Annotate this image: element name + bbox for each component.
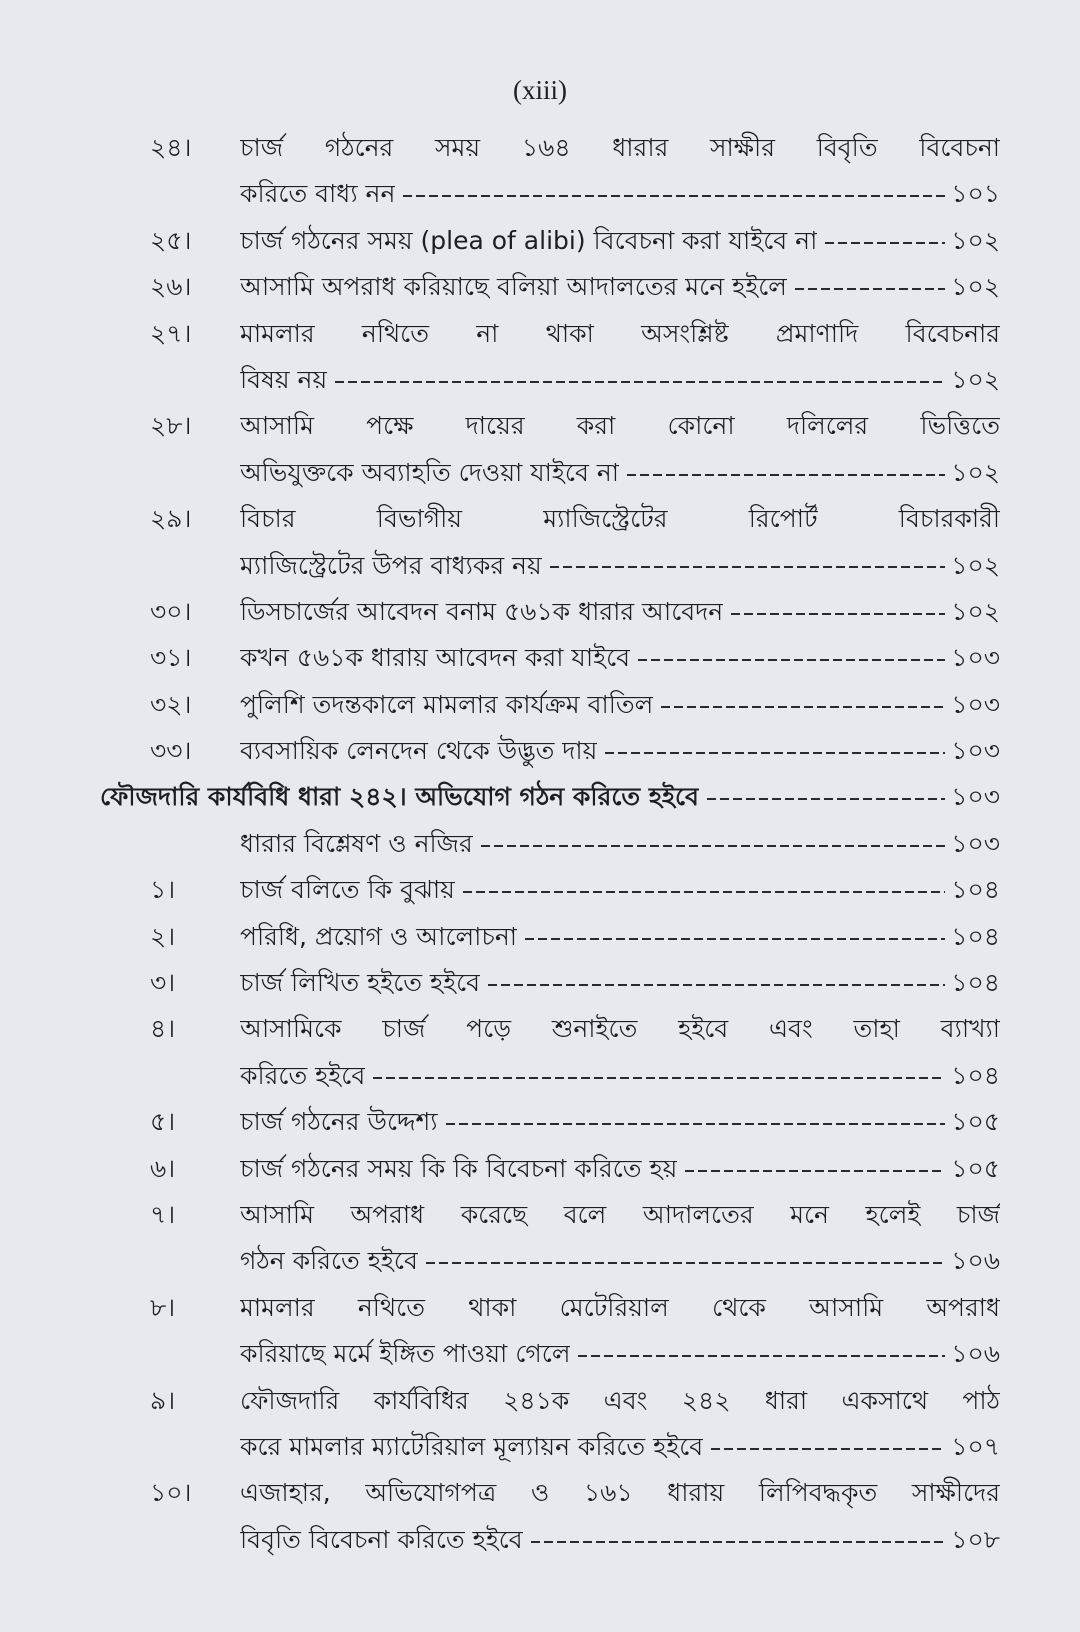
page-reference: ১০৬ — [951, 1246, 1000, 1276]
dash-leader — [373, 1053, 945, 1099]
entry-number: ১। — [150, 875, 176, 905]
entry-body — [240, 728, 1000, 774]
entry-line — [240, 635, 1000, 681]
entry-text: চার্জ গঠনের উদ্দেশ্য — [240, 1107, 438, 1137]
entry-body — [240, 682, 1000, 728]
dash-leader — [403, 171, 945, 217]
toc-entry — [0, 914, 1080, 960]
dash-leader — [731, 589, 945, 635]
entry-body — [240, 1470, 1000, 1563]
dash-leader — [795, 264, 945, 310]
entry-line — [240, 264, 1000, 310]
entry-line — [240, 218, 1000, 264]
page-reference: ১০৪ — [951, 921, 1000, 951]
entry-body — [240, 914, 1000, 960]
entry-number: ২৬। — [150, 272, 192, 302]
page-reference: ১০৭ — [951, 1431, 1000, 1461]
entry-number: ২৯। — [150, 504, 192, 534]
page-reference: ১০৩ — [951, 689, 1000, 719]
entry-line — [240, 682, 1000, 728]
section-heading — [0, 774, 1080, 820]
toc-entry — [0, 635, 1080, 681]
entry-text: পরিধি, প্রয়োগ ও আলোচনা — [240, 921, 518, 951]
entry-body — [240, 1378, 1000, 1471]
entry-number: ২৫। — [150, 225, 192, 255]
dash-leader — [627, 450, 945, 496]
toc-entry — [0, 311, 1080, 404]
entry-text: গঠন করিতে হইবে — [240, 1246, 418, 1276]
entry-body — [240, 218, 1000, 264]
toc-entry — [0, 728, 1080, 774]
entry-line — [240, 1238, 1000, 1284]
entry-line — [240, 821, 1000, 867]
dash-leader — [463, 867, 945, 913]
toc-entry — [0, 1192, 1080, 1285]
entry-text: করিতে হইবে — [240, 1060, 366, 1090]
toc-entry — [0, 1285, 1080, 1378]
entry-line — [240, 1053, 1000, 1099]
entry-line — [240, 1424, 1000, 1470]
dash-leader — [711, 1424, 945, 1470]
entry-line — [240, 1470, 1000, 1516]
toc-entry — [0, 960, 1080, 1006]
toc-entry — [0, 1099, 1080, 1145]
entry-number: ৯। — [150, 1385, 176, 1415]
entry-number: ৩২। — [150, 689, 192, 719]
entry-body — [240, 264, 1000, 310]
entry-text: আসামি অপরাধ করেছে বলে আদালতের মনে হলেই চার্জ — [240, 1199, 1000, 1229]
entry-line — [240, 867, 1000, 913]
dash-leader — [426, 1238, 945, 1284]
entry-line — [240, 450, 1000, 496]
entry-text: আসামি অপরাধ করিয়াছে বলিয়া আদালতের মনে হইলে — [240, 272, 787, 302]
page-reference: ১০১ — [951, 179, 1000, 209]
toc-entry — [0, 1470, 1080, 1563]
entry-text: করে মামলার ম্যাটেরিয়াল মূল্যায়ন করিতে হইবে — [240, 1431, 704, 1461]
entry-text: বিবৃতি বিবেচনা করিতে হইবে — [240, 1524, 523, 1554]
entry-line — [240, 1517, 1000, 1563]
entry-line — [240, 1378, 1000, 1424]
toc-entry — [0, 1146, 1080, 1192]
entry-text: এজাহার, অভিযোগপত্র ও ১৬১ ধারায় লিপিবদ্ধকৃত সাক্ষীদের — [240, 1478, 1000, 1508]
dash-leader — [531, 1517, 946, 1563]
toc-entry — [0, 682, 1080, 728]
table-of-contents — [0, 125, 1080, 1563]
page-reference: ১০৪ — [951, 875, 1000, 905]
entry-number: ১০। — [150, 1478, 192, 1508]
entry-body — [240, 1192, 1000, 1285]
entry-number: ২৭। — [150, 318, 192, 348]
entry-number: ৩৩। — [150, 736, 192, 766]
entry-text: চার্জ গঠনের সময় (plea of alibi) বিবেচনা করা যাইবে না — [240, 225, 818, 255]
dash-leader — [685, 1146, 945, 1192]
page-reference: ১০২ — [951, 272, 1000, 302]
entry-text: আসামিকে চার্জ পড়ে শুনাইতে হইবে এবং তাহা ব্যাখ্যা — [240, 1014, 1000, 1044]
page-reference: ১০২ — [951, 457, 1000, 487]
dash-leader — [707, 774, 945, 820]
entry-number: ৬। — [150, 1153, 176, 1183]
entry-line — [240, 1006, 1000, 1052]
entry-body — [240, 1099, 1000, 1145]
entry-body — [240, 496, 1000, 589]
entry-number — [150, 821, 235, 867]
entry-line — [100, 774, 1000, 820]
entry-text: ফৌজদারি কার্যবিধির ২৪১ক এবং ২৪২ ধারা একসাথে পাঠ — [240, 1385, 1000, 1415]
entry-text: করিতে বাধ্য নন — [240, 179, 396, 209]
toc-entry — [0, 264, 1080, 310]
entry-line — [240, 543, 1000, 589]
entry-line — [240, 1192, 1000, 1238]
entry-text: পুলিশি তদন্তকালে মামলার কার্যক্রম বাতিল — [240, 689, 654, 719]
entry-text: আসামি পক্ষে দায়ের করা কোনো দলিলের ভিত্তিতে — [240, 411, 1000, 441]
entry-number: ৪। — [150, 1014, 176, 1044]
entry-number: ২৪। — [150, 133, 192, 162]
entry-line — [240, 914, 1000, 960]
entry-body — [240, 589, 1000, 635]
page-reference: ১০৩ — [951, 643, 1000, 673]
entry-body — [240, 1006, 1000, 1099]
toc-entry — [0, 496, 1080, 589]
entry-line — [240, 1331, 1000, 1377]
entry-line — [240, 1099, 1000, 1145]
entry-text: বিষয় নয় — [240, 364, 328, 394]
page-reference: ১০২ — [951, 550, 1000, 580]
entry-line — [240, 171, 1000, 217]
entry-number: ৫। — [150, 1107, 176, 1137]
dash-leader — [825, 218, 945, 264]
dash-leader — [525, 914, 945, 960]
dash-leader — [446, 1099, 946, 1145]
entry-body — [240, 635, 1000, 681]
entry-number: ৮। — [150, 1292, 176, 1322]
toc-entry — [0, 1378, 1080, 1471]
entry-body — [100, 774, 1000, 820]
dash-leader — [578, 1331, 945, 1377]
entry-line — [240, 496, 1000, 542]
entry-text: চার্জ বলিতে কি বুঝায় — [240, 875, 455, 905]
entry-text: চার্জ গঠনের সময় কি কি বিবেচনা করিতে হয় — [240, 1153, 678, 1183]
entry-text: ডিসচার্জের আবেদন বনাম ৫৬১ক ধারার আবেদন — [240, 596, 724, 626]
entry-number: ৭। — [150, 1199, 176, 1229]
page-reference: ১০৫ — [951, 1107, 1000, 1137]
entry-body — [240, 821, 1000, 867]
dash-leader — [335, 357, 945, 403]
toc-entry — [0, 125, 1080, 218]
entry-line — [240, 960, 1000, 1006]
entry-text: ব্যবসায়িক লেনদেন থেকে উদ্ভুত দায় — [240, 736, 598, 766]
dash-leader — [661, 682, 945, 728]
entry-body — [240, 867, 1000, 913]
entry-line — [240, 728, 1000, 774]
page-number-label: (xiii) — [513, 75, 567, 105]
entry-text: করিয়াছে মর্মে ইঙ্গিত পাওয়া গেলে — [240, 1339, 571, 1369]
entry-line — [240, 1146, 1000, 1192]
dash-leader — [550, 543, 946, 589]
page-reference: ১০২ — [951, 364, 1000, 394]
dash-leader — [481, 821, 945, 867]
toc-entry — [0, 403, 1080, 496]
dash-leader — [605, 728, 945, 774]
page-reference: ১০২ — [951, 596, 1000, 626]
toc-entry — [0, 867, 1080, 913]
entry-number: ৩। — [150, 968, 176, 998]
entry-number: ৩০। — [150, 596, 192, 626]
entry-text: চার্জ গঠনের সময় ১৬৪ ধারার সাক্ষীর বিবৃতি বিবেচনা — [240, 133, 1000, 162]
toc-entry — [0, 218, 1080, 264]
entry-number: ২৮। — [150, 411, 192, 441]
entry-body — [240, 311, 1000, 404]
page-reference: ১০২ — [951, 225, 1000, 255]
page-reference: ১০৩ — [951, 736, 1000, 766]
page-reference: ১০৬ — [951, 1339, 1000, 1369]
entry-line — [240, 357, 1000, 403]
entry-body — [240, 1285, 1000, 1378]
toc-entry — [0, 589, 1080, 635]
entry-text: ম্যাজিস্ট্রেটের উপর বাধ্যকর নয় — [240, 550, 542, 580]
entry-text: মামলার নথিতে না থাকা অসংশ্লিষ্ট প্রমাণাদি বিবেচনার — [240, 318, 1000, 348]
entry-text: বিচার বিভাগীয় ম্যাজিস্ট্রেটের রিপোর্ট বিচারকারী — [240, 504, 1000, 534]
toc-entry — [0, 1006, 1080, 1099]
page-reference: ১০৮ — [951, 1524, 1000, 1554]
dash-leader — [488, 960, 945, 1006]
page-reference: ১০৪ — [951, 968, 1000, 998]
entry-number: ২। — [150, 921, 176, 951]
page-reference: ১০৪ — [951, 1060, 1000, 1090]
entry-line — [240, 403, 1000, 449]
entry-text: কখন ৫৬১ক ধারায় আবেদন করা যাইবে — [240, 643, 631, 673]
entry-text: ধারার বিশ্লেষণ ও নজির — [240, 828, 473, 858]
section-heading-text: ফৌজদারি কার্যবিধি ধারা ২৪২। অভিযোগ গঠন করিতে হইবে — [100, 782, 699, 812]
entry-text: অভিযুক্তকে অব্যাহতি দেওয়া যাইবে না — [240, 457, 619, 487]
entry-body — [240, 960, 1000, 1006]
page-reference: ১০৩ — [951, 782, 1000, 812]
page-reference: ১০৩ — [951, 828, 1000, 858]
entry-body — [240, 403, 1000, 496]
dash-leader — [638, 635, 945, 681]
entry-number: ৩১। — [150, 643, 192, 673]
entry-text: চার্জ লিখিত হইতে হইবে — [240, 968, 481, 998]
entry-line — [240, 589, 1000, 635]
entry-body — [240, 125, 1000, 218]
entry-line — [240, 311, 1000, 357]
entry-text: মামলার নথিতে থাকা মেটেরিয়াল থেকে আসামি অপরাধ — [240, 1292, 1000, 1322]
entry-line — [240, 1285, 1000, 1331]
entry-line — [240, 125, 1000, 171]
toc-entry — [0, 821, 1080, 867]
entry-body — [240, 1146, 1000, 1192]
page-reference: ১০৫ — [951, 1153, 1000, 1183]
